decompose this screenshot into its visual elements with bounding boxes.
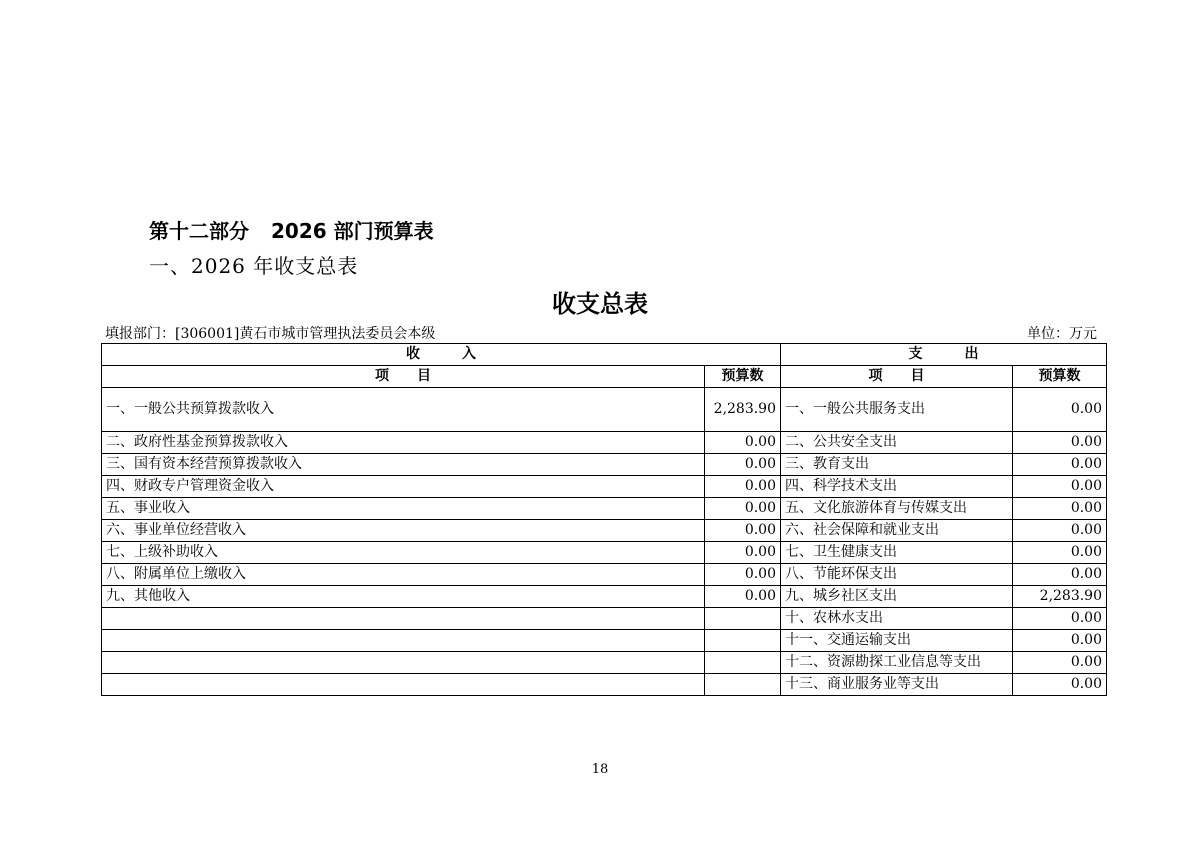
expense-amount: 0.00 [1013,388,1107,432]
income-item: 三、国有资本经营预算拨款收入 [102,454,705,476]
part-suffix: 2026 部门预算表 [271,219,434,243]
table-row [102,542,1107,564]
expense-amount: 2,283.90 [1013,586,1107,608]
table-row [102,586,1107,608]
expense-amount: 0.00 [1013,432,1107,454]
income-amount: 0.00 [705,586,781,608]
income-amount: 0.00 [705,476,781,498]
income-item: 一、一般公共预算拨款收入 [102,388,705,432]
table-row [102,388,1107,432]
income-amount: 0.00 [705,564,781,586]
income-item: 七、上级补助收入 [102,542,705,564]
table-row [102,608,1107,630]
expense-amount: 0.00 [1013,652,1107,674]
expense-item: 十一、交通运输支出 [781,630,1013,652]
table-row [102,564,1107,586]
expense-item: 二、公共安全支出 [781,432,1013,454]
expense-amount-header: 预算数 [1013,366,1107,388]
expense-item: 三、教育支出 [781,454,1013,476]
section-header-row [102,344,1107,366]
expense-item: 六、社会保障和就业支出 [781,520,1013,542]
income-item [102,652,705,674]
table-row [102,674,1107,696]
income-amount: 0.00 [705,498,781,520]
income-amount: 0.00 [705,542,781,564]
unit-label: 单位：万元 [1027,326,1097,342]
expense-amount: 0.00 [1013,630,1107,652]
expense-item: 八、节能环保支出 [781,564,1013,586]
table-row [102,454,1107,476]
expense-header: 支 出 [781,344,1107,366]
table-title: 收支总表 [552,290,648,318]
expense-amount: 0.00 [1013,542,1107,564]
income-header: 收 入 [102,344,781,366]
expense-item: 十、农林水支出 [781,608,1013,630]
income-item: 八、附属单位上缴收入 [102,564,705,586]
income-amount [705,630,781,652]
income-item: 五、事业收入 [102,498,705,520]
expense-item: 四、科学技术支出 [781,476,1013,498]
income-item: 九、其他收入 [102,586,705,608]
expense-amount: 0.00 [1013,454,1107,476]
section-title: 一、2026 年收支总表 [149,254,359,278]
income-item: 六、事业单位经营收入 [102,520,705,542]
income-item-header: 项 目 [102,366,705,388]
budget-table [101,343,1107,696]
expense-item: 九、城乡社区支出 [781,586,1013,608]
page-number: 18 [591,762,609,777]
part-title [149,215,434,244]
table-row [102,630,1107,652]
expense-amount: 0.00 [1013,608,1107,630]
table-row [102,652,1107,674]
income-item [102,630,705,652]
income-amount: 0.00 [705,432,781,454]
income-item: 二、政府性基金预算拨款收入 [102,432,705,454]
expense-amount: 0.00 [1013,674,1107,696]
income-amount [705,674,781,696]
income-amount [705,608,781,630]
expense-amount: 0.00 [1013,564,1107,586]
income-item: 四、财政专户管理资金收入 [102,476,705,498]
table-row [102,432,1107,454]
expense-amount: 0.00 [1013,476,1107,498]
expense-item-header: 项 目 [781,366,1013,388]
table-row [102,520,1107,542]
expense-item: 七、卫生健康支出 [781,542,1013,564]
expense-amount: 0.00 [1013,498,1107,520]
expense-amount: 0.00 [1013,520,1107,542]
income-amount [705,652,781,674]
income-amount: 0.00 [705,454,781,476]
income-amount: 0.00 [705,520,781,542]
income-amount-header: 预算数 [705,366,781,388]
table-row [102,476,1107,498]
table-row [102,498,1107,520]
filing-department: 填报部门：[306001]黄石市城市管理执法委员会本级 [105,326,436,342]
expense-item: 五、文化旅游体育与传媒支出 [781,498,1013,520]
expense-item: 十二、资源勘探工业信息等支出 [781,652,1013,674]
expense-item: 十三、商业服务业等支出 [781,674,1013,696]
income-item [102,608,705,630]
part-label: 第十二部分 [149,219,249,243]
income-amount: 2,283.90 [705,388,781,432]
column-header-row [102,366,1107,388]
income-item [102,674,705,696]
expense-item: 一、一般公共服务支出 [781,388,1013,432]
